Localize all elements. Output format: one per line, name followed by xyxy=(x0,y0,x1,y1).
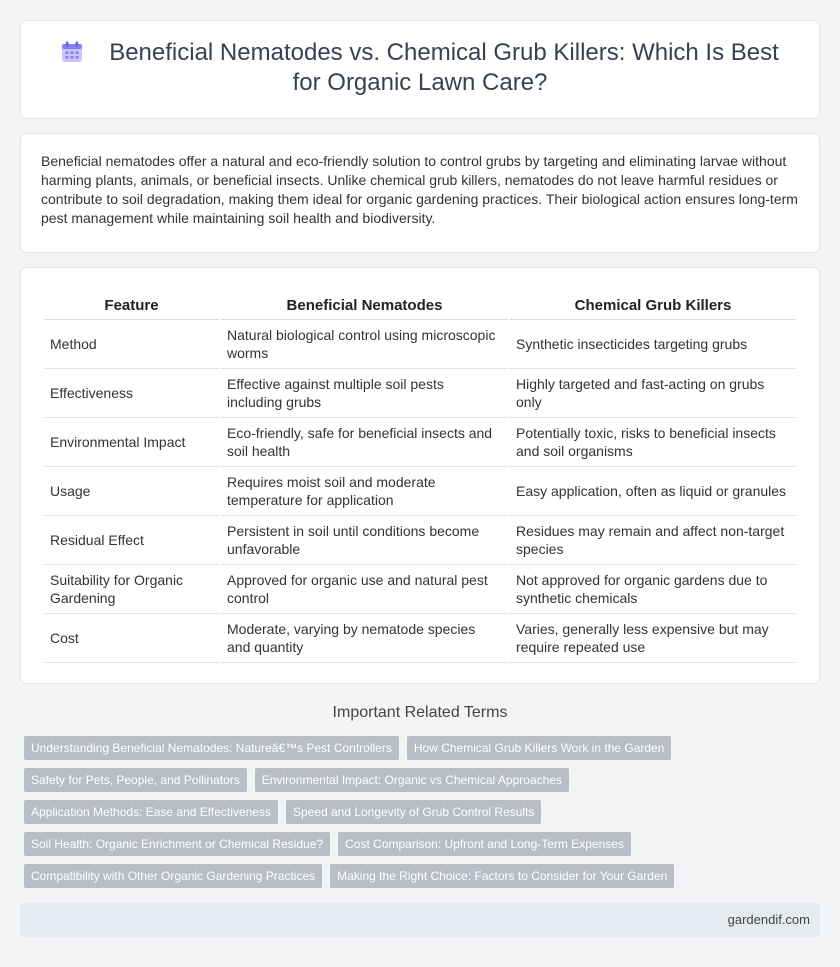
cell-chemical: Residues may remain and affect non-target species xyxy=(510,516,796,565)
cell-feature: Residual Effect xyxy=(44,516,219,565)
cell-nematodes: Persistent in soil until conditions become unfavorable xyxy=(221,516,508,565)
comparison-card xyxy=(20,267,820,684)
comparison-table xyxy=(42,294,798,663)
cell-feature: Method xyxy=(44,320,219,369)
related-tag-row xyxy=(24,864,704,888)
table-row xyxy=(44,418,796,467)
cell-chemical: Synthetic insecticides targeting grubs xyxy=(510,320,796,369)
related-tag[interactable]: Safety for Pets, People, and Pollinators xyxy=(24,768,247,792)
cell-nematodes: Moderate, varying by nematode species and quantity xyxy=(221,614,508,663)
header-chemical: Chemical Grub Killers xyxy=(510,294,796,320)
header-feature: Feature xyxy=(44,294,219,320)
related-terms-list xyxy=(24,736,704,896)
footer xyxy=(20,903,820,937)
cell-feature: Environmental Impact xyxy=(44,418,219,467)
page-title xyxy=(21,38,819,98)
cell-chemical: Easy application, often as liquid or granules xyxy=(510,467,796,516)
related-terms-title: Important Related Terms xyxy=(332,704,508,721)
intro-paragraph: Beneficial nematodes offer a natural and eco-friendly solution to control grubs by targeting and eliminating larvae without harming plants, animals, or beneficial insects. Unlike chemical grub killers, nematodes do not leave harmful residues or contribute to soil degradation, making them ideal for organic gardening practices. Their biological action ensures long-term pest management while maintaining soil health and biodiversity. xyxy=(41,153,798,226)
cell-chemical: Varies, generally less expensive but may require repeated use xyxy=(510,614,796,663)
related-tag[interactable]: Cost Comparison: Upfront and Long-Term Expenses xyxy=(338,832,631,856)
cell-nematodes: Effective against multiple soil pests including grubs xyxy=(221,369,508,418)
table-header-row xyxy=(44,294,796,320)
intro-card xyxy=(20,133,820,253)
related-tag-row xyxy=(24,832,704,856)
table-row xyxy=(44,320,796,369)
related-tag[interactable]: Speed and Longevity of Grub Control Results xyxy=(286,800,541,824)
cell-nematodes: Requires moist soil and moderate temperature for application xyxy=(221,467,508,516)
cell-feature: Suitability for Organic Gardening xyxy=(44,565,219,614)
cell-chemical: Not approved for organic gardens due to synthetic chemicals xyxy=(510,565,796,614)
table-row xyxy=(44,369,796,418)
cell-feature: Effectiveness xyxy=(44,369,219,418)
related-tag-row xyxy=(24,800,704,824)
cell-feature: Cost xyxy=(44,614,219,663)
table-row xyxy=(44,614,796,663)
table-row xyxy=(44,467,796,516)
related-tag-row xyxy=(24,768,704,792)
related-tag[interactable]: Making the Right Choice: Factors to Consider for Your Garden xyxy=(330,864,674,888)
related-tag[interactable]: Understanding Beneficial Nematodes: Natureâ€™s Pest Controllers xyxy=(24,736,399,760)
table-row xyxy=(44,516,796,565)
cell-chemical: Highly targeted and fast-acting on grubs only xyxy=(510,369,796,418)
cell-feature: Usage xyxy=(44,467,219,516)
cell-nematodes: Natural biological control using microscopic worms xyxy=(221,320,508,369)
related-tag[interactable]: Environmental Impact: Organic vs Chemical Approaches xyxy=(255,768,569,792)
calendar-icon xyxy=(61,41,83,63)
cell-nematodes: Eco-friendly, safe for beneficial insects and soil health xyxy=(221,418,508,467)
title-card xyxy=(20,20,820,119)
related-tag[interactable]: How Chemical Grub Killers Work in the Garden xyxy=(407,736,672,760)
table-row xyxy=(44,565,796,614)
footer-site[interactable]: gardendif.com xyxy=(727,912,810,927)
header-nematodes: Beneficial Nematodes xyxy=(221,294,508,320)
page-title-text: Beneficial Nematodes vs. Chemical Grub Killers: Which Is Best for Organic Lawn Care? xyxy=(109,39,779,96)
cell-nematodes: Approved for organic use and natural pest control xyxy=(221,565,508,614)
related-tag-row xyxy=(24,736,704,760)
related-tag[interactable]: Compatibility with Other Organic Gardening Practices xyxy=(24,864,322,888)
cell-chemical: Potentially toxic, risks to beneficial insects and soil organisms xyxy=(510,418,796,467)
related-tag[interactable]: Soil Health: Organic Enrichment or Chemical Residue? xyxy=(24,832,330,856)
related-tag[interactable]: Application Methods: Ease and Effectiveness xyxy=(24,800,278,824)
